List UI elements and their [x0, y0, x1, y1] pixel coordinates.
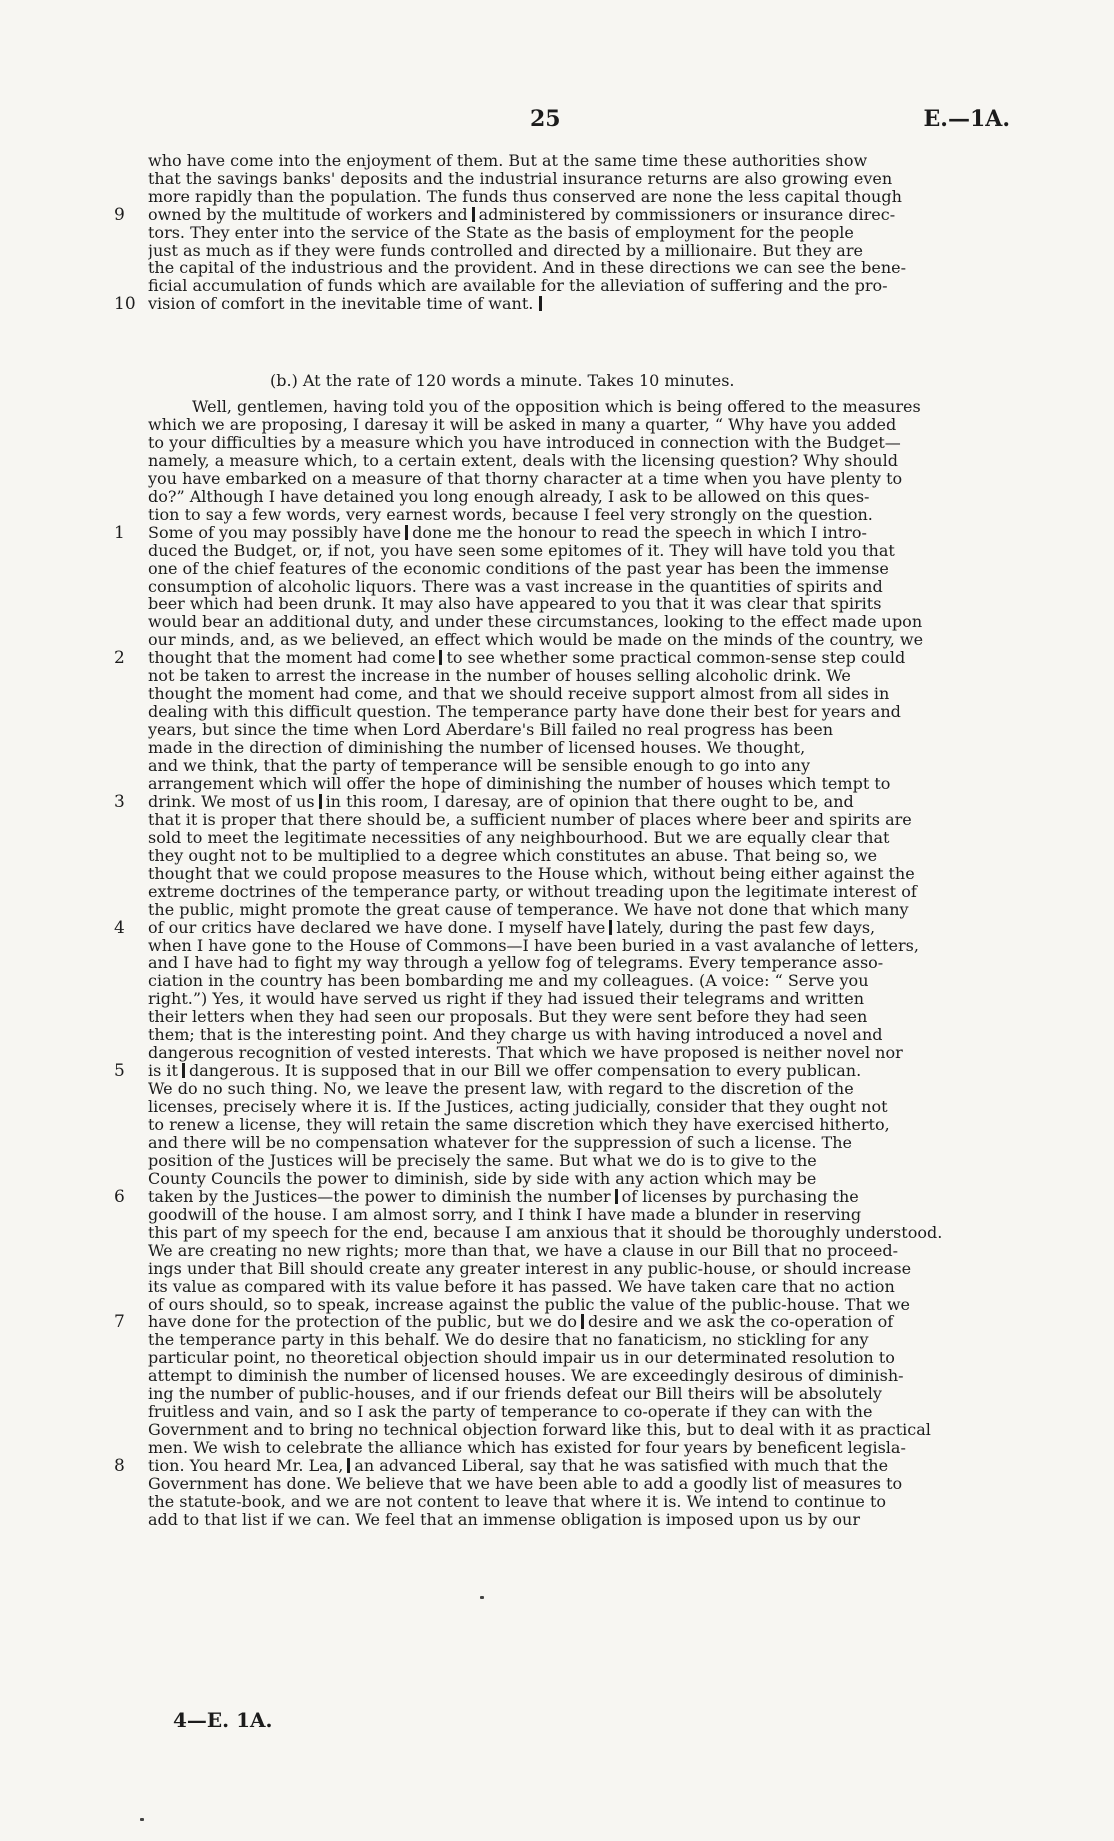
minute-marker — [609, 920, 612, 935]
text-line — [148, 488, 996, 506]
text-line — [148, 1493, 996, 1511]
line-text: administered by commissioners or insurance direc- — [478, 205, 896, 224]
line-text: this part of my speech for the end, because I am anxious that it should be thoroughly understood. — [148, 1223, 943, 1242]
text-line — [148, 1313, 996, 1331]
text-line — [148, 954, 996, 972]
line-text: tion. You heard Mr. Lea, — [148, 1457, 344, 1476]
text-line — [148, 259, 996, 277]
line-text: taken by the Justices—the power to diminish the number — [148, 1187, 611, 1206]
line-text: thought that we could propose measures to the House which, without being either against the — [148, 864, 915, 883]
text-line — [148, 1439, 996, 1457]
line-text: consumption of alcoholic liquors. There was a vast increase in the quantities of spirits and — [148, 577, 883, 596]
line-text: namely, a measure which, to a certain extent, deals with the licensing question? Why should — [148, 451, 898, 470]
text-line — [148, 560, 996, 578]
line-text: is it — [148, 1062, 178, 1081]
minute-number: 1 — [114, 522, 125, 543]
text-line — [148, 1457, 996, 1475]
line-text: right.”) Yes, it would have served us right if they had issued their telegrams and written — [148, 990, 865, 1009]
text-line — [148, 667, 996, 685]
line-text: and I have had to fight my way through a yellow fog of telegrams. Every temperance asso- — [148, 954, 884, 973]
line-text: of ours should, so to speak, increase against the public the value of the public-house. That we — [148, 1295, 910, 1314]
text-line — [148, 542, 996, 560]
line-text: County Councils the power to diminish, side by side with any action which may be — [148, 1169, 817, 1188]
line-text: that the savings banks' deposits and the industrial insurance returns are also growing even — [148, 169, 893, 188]
text-line — [148, 865, 996, 883]
text-line — [148, 901, 996, 919]
line-text: not be taken to arrest the increase in the number of houses selling alcoholic drink. We — [148, 667, 851, 686]
passage-b-heading: (b.) At the rate of 120 words a minute. Takes 10 minutes. — [270, 371, 735, 390]
minute-marker — [319, 794, 322, 809]
line-text: and there will be no compensation whatever for the suppression of such a license. The — [148, 1133, 852, 1152]
text-line — [148, 990, 996, 1008]
text-line — [148, 1152, 996, 1170]
text-line — [148, 1475, 996, 1493]
minute-number: 10 — [114, 294, 136, 315]
line-text: ings under that Bill should create any greater interest in any public-house, or should increase — [148, 1259, 912, 1278]
line-text: ing the number of public-houses, and if our friends defeat our Bill theirs will be absolutely — [148, 1385, 882, 1404]
text-line — [148, 613, 996, 631]
line-text: duced the Budget, or, if not, you have seen some epitomes of it. They will have told you that — [148, 541, 895, 560]
text-line — [148, 506, 996, 524]
minute-number: 8 — [114, 1456, 125, 1477]
line-text: the statute-book, and we are not content to leave that where it is. We intend to continue to — [148, 1492, 887, 1511]
text-line — [148, 1008, 996, 1026]
text-line — [148, 1224, 996, 1242]
line-text: arrangement which will offer the hope of diminishing the number of houses which tempt to — [148, 774, 891, 793]
minute-marker — [347, 1458, 350, 1473]
line-text: fruitless and vain, and so I ask the party of temperance to co-operate if they can with the — [148, 1403, 873, 1422]
text-line — [148, 1188, 996, 1206]
text-line — [148, 775, 996, 793]
text-line — [148, 1080, 996, 1098]
text-line — [148, 793, 996, 811]
line-text: would bear an additional duty, and under these circumstances, looking to the effect made upon — [148, 613, 923, 632]
text-line — [148, 1026, 996, 1044]
line-text: just as much as if they were funds controlled and directed by a millionaire. But they are — [148, 241, 863, 260]
line-text: tion to say a few words, very earnest words, because I feel very strongly on the question. — [148, 505, 873, 524]
line-text: their letters when they had seen our proposals. But they were sent before they had seen — [148, 1008, 868, 1027]
text-line — [148, 829, 996, 847]
line-text: to renew a license, they will retain the same discretion which they have exercised hitherto, — [148, 1116, 890, 1134]
text-line — [148, 277, 996, 295]
line-text: dealing with this difficult question. The temperance party have done their best for years and — [148, 703, 901, 722]
line-text: do?” Although I have detained you long enough already, I ask to be allowed on this ques- — [148, 487, 870, 506]
line-text: our minds, and, as we believed, an effect which would be made on the minds of the country, we — [148, 631, 924, 650]
line-text: desire and we ask the co-operation of — [587, 1313, 894, 1332]
minute-number: 3 — [114, 791, 125, 812]
text-line — [148, 1403, 996, 1421]
line-text: the temperance party in this behalf. We do desire that no fanaticism, no stickling for any — [148, 1331, 869, 1350]
minute-marker — [439, 650, 442, 665]
text-line — [148, 1260, 996, 1278]
text-line — [148, 295, 996, 313]
line-text: thought that the moment had come — [148, 649, 436, 668]
text-line — [148, 1331, 996, 1349]
line-text: extreme doctrines of the temperance party, or without treading upon the legitimate interest of — [148, 882, 917, 901]
text-line — [148, 1134, 996, 1152]
line-text: done me the honour to read the speech in which I intro- — [412, 523, 867, 542]
line-text: which we are proposing, I daresay it will be asked in many a quarter, “ Why have you added — [148, 415, 897, 434]
text-line — [148, 937, 996, 955]
line-text: the capital of the industrious and the provident. And in these directions we can see the bene- — [148, 259, 907, 278]
line-text: owned by the multitude of workers and — [148, 205, 468, 224]
minute-marker — [182, 1063, 185, 1078]
text-line — [148, 1116, 996, 1134]
text-line — [148, 811, 996, 829]
text-line — [148, 170, 996, 188]
text-line — [148, 242, 996, 260]
text-line — [148, 1170, 996, 1188]
text-line — [148, 595, 996, 613]
text-line — [148, 739, 996, 757]
text-line — [148, 1062, 996, 1080]
line-text: to see whether some practical common-sense step could — [446, 649, 906, 668]
line-text: of licenses by purchasing the — [621, 1187, 859, 1206]
line-text: vision of comfort in the inevitable time of want. — [148, 295, 534, 314]
text-line — [148, 972, 996, 990]
minute-number: 5 — [114, 1061, 125, 1082]
text-line — [148, 1511, 996, 1529]
text-line — [148, 649, 996, 667]
text-line — [148, 721, 996, 739]
paper-speck — [480, 1596, 484, 1599]
text-line — [148, 703, 996, 721]
line-text: We are creating no new rights; more than that, we have a clause in our Bill that no proceed- — [148, 1241, 899, 1260]
text-line — [148, 847, 996, 865]
line-text: licenses, precisely where it is. If the Justices, acting judicially, consider that they ought not — [148, 1098, 888, 1117]
minute-marker — [615, 1189, 618, 1204]
text-line — [148, 685, 996, 703]
line-text: and we think, that the party of temperance will be sensible enough to go into any — [148, 757, 810, 775]
text-line — [148, 1296, 996, 1314]
line-text: attempt to diminish the number of licensed houses. We are exceedingly desirous of diminish- — [148, 1367, 904, 1386]
minute-number: 6 — [114, 1186, 125, 1207]
line-text: ciation in the country has been bombarding me and my colleagues. (A voice: “ Serve you — [148, 972, 869, 991]
text-line — [148, 188, 996, 206]
line-text: position of the Justices will be precisely the same. But what we do is to give to the — [148, 1151, 817, 1170]
line-text: when I have gone to the House of Commons—I have been buried in a vast avalanche of letters, — [148, 936, 919, 955]
line-text: drink. We most of us — [148, 792, 315, 811]
text-line — [148, 1206, 996, 1224]
line-text: you have embarked on a measure of that thorny character at a time when you have plenty to — [148, 469, 903, 488]
text-line — [148, 578, 996, 596]
line-text: sold to meet the legitimate necessities of any neighbourhood. But we are equally clear that — [148, 828, 890, 847]
text-line — [148, 224, 996, 242]
line-text: add to that list if we can. We feel that an immense obligation is imposed upon us by our — [148, 1510, 861, 1529]
line-text: thought the moment had come, and that we should receive support almost from all sides in — [148, 685, 890, 704]
minute-number: 4 — [114, 917, 125, 938]
line-text: its value as compared with its value before it has passed. We have taken care that no action — [148, 1277, 895, 1296]
line-text: an advanced Liberal, say that he was satisfied with much that the — [354, 1457, 889, 1476]
sheet-signature: 4—E. 1A. — [173, 1708, 273, 1732]
line-text: who have come into the enjoyment of them. But at the same time these authorities show — [148, 152, 868, 170]
line-text: to your difficulties by a measure which you have introduced in connection with the Budget— — [148, 433, 901, 452]
line-text: goodwill of the house. I am almost sorry, and I think I have made a blunder in reserving — [148, 1205, 862, 1224]
line-text: Well, gentlemen, having told you of the opposition which is being offered to the measures — [192, 398, 921, 416]
line-text: them; that is the interesting point. And they charge us with having introduced a novel and — [148, 1026, 883, 1045]
paper-speck — [140, 1818, 144, 1821]
line-text: of our critics have declared we have done. I myself have — [148, 918, 606, 937]
text-line — [148, 1098, 996, 1116]
minute-marker — [472, 207, 475, 222]
text-line — [148, 1421, 996, 1439]
line-text: have done for the protection of the public, but we do — [148, 1313, 577, 1332]
line-text: dangerous. It is supposed that in our Bill we offer compensation to every publican. — [188, 1062, 862, 1081]
page-number: 25 — [530, 106, 561, 132]
line-text: men. We wish to celebrate the alliance which has existed for four years by beneficent legisla- — [148, 1439, 906, 1458]
minute-marker — [581, 1314, 584, 1329]
line-text: more rapidly than the population. The funds thus conserved are none the less capital though — [148, 187, 902, 206]
text-line — [148, 1349, 996, 1367]
line-text: Government has done. We believe that we have been able to add a goodly list of measures to — [148, 1475, 903, 1493]
text-line — [148, 1278, 996, 1296]
text-line — [148, 152, 996, 170]
line-text: dangerous recognition of vested interests. That which we have proposed is neither novel nor — [148, 1044, 903, 1063]
text-line — [148, 631, 996, 649]
text-line — [148, 1385, 996, 1403]
line-text: that it is proper that there should be, a sufficient number of places where beer and spirits are — [148, 810, 912, 829]
line-text: lately, during the past few days, — [616, 918, 876, 937]
line-text: Government and to bring no technical objection forward like this, but to deal with it as practical — [148, 1421, 931, 1440]
line-text: tors. They enter into the service of the State as the basis of employment for the people — [148, 223, 854, 242]
line-text: years, but since the time when Lord Aberdare's Bill failed no real progress has been — [148, 721, 834, 740]
minute-marker — [405, 525, 408, 540]
text-line — [148, 883, 996, 901]
line-text: beer which had been drunk. It may also have appeared to you that it was clear that spirits — [148, 595, 882, 614]
text-line — [148, 434, 996, 452]
text-line — [148, 470, 996, 488]
line-text: ficial accumulation of funds which are available for the alleviation of suffering and the pro- — [148, 277, 888, 296]
text-line — [148, 524, 996, 542]
text-line — [148, 206, 996, 224]
line-text: We do no such thing. No, we leave the present law, with regard to the discretion of the — [148, 1080, 854, 1099]
line-text: they ought not to be multiplied to a degree which constitutes an abuse. That being so, we — [148, 846, 878, 865]
line-text: the public, might promote the great cause of temperance. We have not done that which many — [148, 900, 909, 919]
text-line — [192, 398, 996, 416]
minute-number: 9 — [114, 204, 125, 225]
text-line — [148, 1044, 996, 1062]
text-line — [148, 416, 996, 434]
minute-number: 2 — [114, 648, 125, 669]
line-text: Some of you may possibly have — [148, 523, 402, 542]
text-line — [148, 757, 996, 775]
line-text: in this room, I daresay, are of opinion that there ought to be, and — [325, 792, 854, 811]
line-text: one of the chief features of the economic conditions of the past year has been the immense — [148, 559, 889, 578]
line-text: particular point, no theoretical objection should impair us in our determinated resolution to — [148, 1349, 895, 1368]
minute-marker — [539, 296, 542, 311]
document-reference: E.—1A. — [923, 106, 1010, 132]
text-line — [148, 452, 996, 470]
line-text: made in the direction of diminishing the number of licensed houses. We thought, — [148, 739, 806, 758]
text-line — [148, 1242, 996, 1260]
text-line — [148, 1367, 996, 1385]
text-line — [148, 919, 996, 937]
minute-number: 7 — [114, 1312, 125, 1333]
